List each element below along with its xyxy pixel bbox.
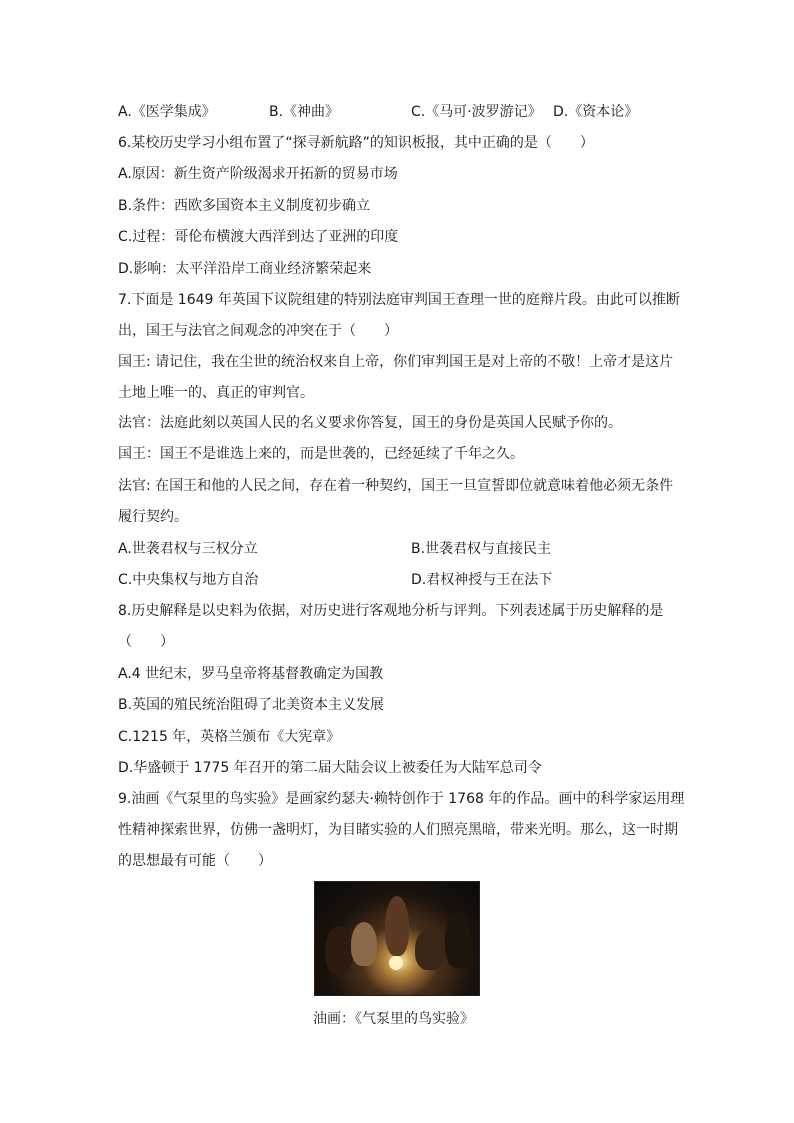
painting-figure-child: [351, 922, 377, 966]
q6-stem: 6.某校历史学习小组布置了“探寻新航路”的知识板报，其中正确的是（ ）: [118, 135, 594, 151]
q7-dialogue-judge-2b: 履行契约。: [118, 509, 188, 525]
q7-dialogue-king-1a: 国王: 请记住，我在尘世的统治权来自上帝，你们审判国王是对上帝的不敬！上帝才是这片: [118, 354, 674, 370]
q7-dialogue-judge-2a: 法官: 在国王和他的人民之间，存在着一种契约，国王一旦宣誓即位就意味着他必须无条件: [118, 478, 674, 494]
q9-stem-line-2: 性精神探索世界，仿佛一盏明灯，为目睹实验的人们照亮黑暗，带来光明。那么，这一时期: [118, 822, 678, 838]
q9-stem-line-3: 的思想最有可能（ ）: [118, 853, 272, 869]
q6-option-c: C.过程：哥伦布横渡大西洋到达了亚洲的印度: [118, 229, 399, 245]
q8-option-d: D.华盛顿于 1775 年召开的第二届大陆会议上被委任为大陆军总司令: [118, 760, 542, 776]
painting-caption: 油画：《气泵里的鸟实验》: [313, 1011, 474, 1027]
q8-stem-line-1: 8.历史解释是以史料为依据，对历史进行客观地分析与评判。下列表述属于历史解释的是: [118, 603, 664, 619]
q7-stem-line-1: 7.下面是 1649 年英国下议院组建的特别法庭审判国王查理一世的庭辩片段。由此可以推断: [118, 292, 680, 308]
q6-option-d: D.影响：太平洋沿岸工商业经济繁荣起来: [118, 261, 372, 277]
q6-option-b: B.条件：西欧多国资本主义制度初步确立: [118, 198, 371, 214]
q7-option-d: D.君权神授与王在法下: [411, 572, 553, 588]
q5-option-b: B.《神曲》: [269, 104, 340, 120]
q5-option-c: C.《马可·波罗游记》: [411, 104, 542, 120]
painting-figure-left: [325, 926, 353, 974]
q6-option-a: A.原因：新生资产阶级渴求开拓新的贸易市场: [118, 166, 398, 182]
q7-stem-line-2: 出，国王与法官之间观念的冲突在于（ ）: [118, 323, 398, 339]
q9-stem-line-1: 9.油画《气泵里的鸟实验》是画家约瑟夫·赖特创作于 1768 年的作品。画中的科学家运用理: [118, 791, 685, 807]
q8-option-a: A.4 世纪末，罗马皇帝将基督教确定为国教: [118, 666, 384, 682]
painting-candle-light: [389, 956, 403, 970]
q5-option-d: D.《资本论》: [553, 104, 639, 120]
q7-dialogue-king-1b: 土地上唯一的、真正的审判官。: [118, 385, 314, 401]
q7-option-c: C.中央集权与地方自治: [118, 572, 259, 588]
q5-option-a: A.《医学集成》: [118, 104, 216, 120]
q7-dialogue-king-2: 国王：国王不是谁选上来的，而是世袭的，已经延续了千年之久。: [118, 446, 524, 462]
q7-option-a: A.世袭君权与三权分立: [118, 541, 258, 557]
q8-option-b: B.英国的殖民统治阻碍了北美资本主义发展: [118, 697, 385, 713]
q7-option-b: B.世袭君权与直接民主: [411, 541, 552, 557]
q7-dialogue-judge-1: 法官：法庭此刻以英国人民的名义要求你答复，国王的身份是英国人民赋予你的。: [118, 415, 622, 431]
painting-figure-right: [415, 928, 445, 970]
q8-stem-line-2: （ ）: [118, 634, 174, 650]
painting-image: [314, 881, 480, 996]
painting-figure-far-right: [445, 912, 471, 968]
q8-option-c: C.1215 年，英格兰颁布《大宪章》: [118, 729, 341, 745]
painting-figure-scientist: [385, 896, 409, 956]
